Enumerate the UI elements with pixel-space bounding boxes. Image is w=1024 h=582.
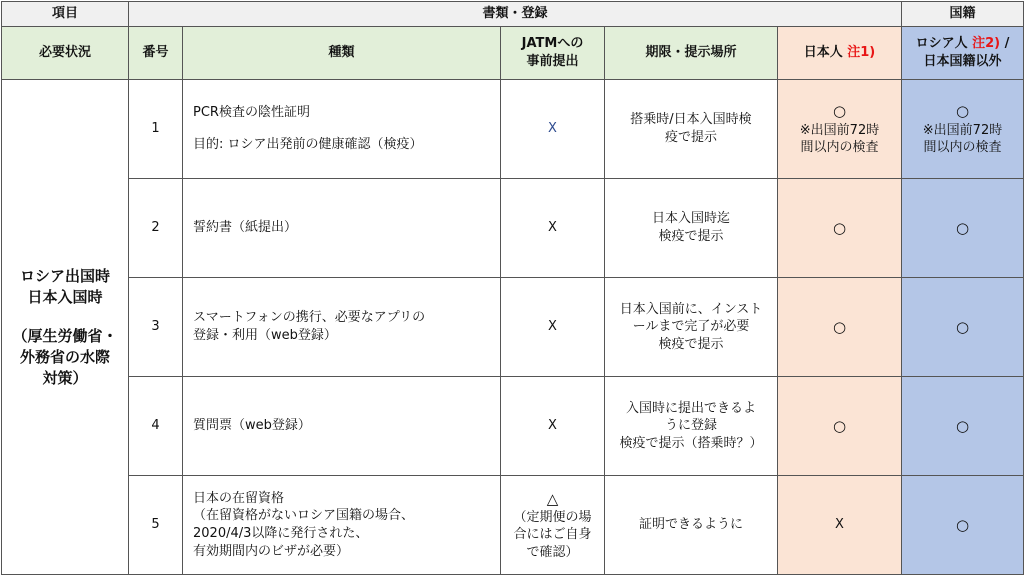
- deadline-cell: [605, 278, 778, 377]
- table-row: [2, 278, 1024, 377]
- situation-line: （厚生労働省・: [12, 326, 118, 345]
- deadline-line: 日本入国時迄: [651, 211, 730, 227]
- deadline-cell: [605, 80, 778, 179]
- document-type-line: 質問票（web登録）: [193, 418, 311, 434]
- japanese-cell: ○: [778, 179, 902, 278]
- table-row: [2, 179, 1024, 278]
- header-jatm-line2: 事前提出: [526, 54, 579, 69]
- header-jatm-line1: JATMへの: [521, 36, 584, 52]
- japanese-cell: X: [778, 476, 902, 575]
- row-number: 4: [129, 377, 183, 476]
- russian-cell: ○: [902, 179, 1024, 278]
- japanese-note-line: 間以内の検査: [800, 140, 879, 156]
- deadline-line: うに登録: [664, 418, 717, 434]
- header-number: 番号: [129, 27, 183, 80]
- header-japanese: [778, 27, 902, 80]
- russian-note-line: ※出国前72時: [922, 122, 1003, 138]
- header-russian: [902, 27, 1024, 80]
- row-number: 3: [129, 278, 183, 377]
- japanese-note-line: ※出国前72時: [799, 122, 880, 138]
- deadline-line: 証明できるように: [638, 517, 743, 533]
- document-type: [183, 377, 501, 476]
- header-russian-label: ロシア人: [915, 36, 968, 52]
- russian-cell: [902, 80, 1024, 179]
- document-type-line: PCR検査の陰性証明: [193, 105, 310, 121]
- document-type: [183, 278, 501, 377]
- header-documents: 書類・登録: [129, 2, 902, 27]
- japanese-mark: ○: [832, 102, 847, 121]
- header-row-top: [2, 2, 1024, 27]
- document-type-line: 目的: ロシア出発前の健康確認（検疫）: [193, 137, 423, 152]
- situation-cell: [2, 80, 129, 575]
- header-russian-line2: 日本国籍以外: [923, 54, 1002, 69]
- deadline-line: ールまで完了が必要: [632, 319, 750, 335]
- russian-cell: ○: [902, 278, 1024, 377]
- row-number: 5: [129, 476, 183, 575]
- deadline-cell: [605, 476, 778, 575]
- jatm-cell: [501, 476, 605, 575]
- document-type-line: 登録・利用（web登録）: [193, 328, 337, 343]
- jatm-cell: X: [501, 179, 605, 278]
- jatm-note-line: 合にはご自身: [513, 527, 592, 543]
- japanese-cell: ○: [778, 278, 902, 377]
- deadline-cell: [605, 179, 778, 278]
- jatm-cell: X: [501, 278, 605, 377]
- situation-line: 外務省の水際: [19, 347, 110, 366]
- japanese-cell: ○: [778, 377, 902, 476]
- deadline-line: 搭乗時/日本入国時検: [630, 112, 752, 128]
- deadline-cell: [605, 377, 778, 476]
- deadline-line: 疫で提示: [664, 130, 717, 145]
- document-type: [183, 80, 501, 179]
- jatm-note-line: （定期便の場: [513, 509, 592, 525]
- header-japanese-label: 日本人: [803, 45, 843, 61]
- document-type: [183, 179, 501, 278]
- header-japanese-note: 注1): [847, 45, 876, 61]
- document-type-line: 有効期間内のビザが必要）: [193, 543, 350, 559]
- table-row: [2, 377, 1024, 476]
- deadline-line: 検疫で提示（搭乗時？）: [619, 435, 763, 451]
- russian-cell: ○: [902, 377, 1024, 476]
- header-jatm: [501, 27, 605, 80]
- situation-line: 日本入国時: [27, 287, 103, 306]
- jatm-note-line: で確認）: [526, 544, 579, 560]
- russian-mark: ○: [955, 102, 970, 121]
- header-type: 種類: [183, 27, 501, 80]
- document-type-line: 日本の在留資格: [193, 490, 285, 506]
- jatm-mark: △: [546, 489, 559, 508]
- document-type-line: 誓約書（紙提出）: [193, 220, 298, 236]
- header-russian-note: 注2): [972, 36, 1001, 52]
- header-situation: 必要状況: [2, 27, 129, 80]
- situation-line: ロシア出国時: [19, 266, 110, 285]
- russian-cell: ○: [902, 476, 1024, 575]
- deadline-line: 日本入国前に、インスト: [619, 301, 763, 317]
- header-deadline: 期限・提示場所: [605, 27, 778, 80]
- row-number: 1: [129, 80, 183, 179]
- deadline-line: 検疫で提示: [658, 229, 724, 244]
- requirements-table: [1, 1, 1024, 575]
- row-number: 2: [129, 179, 183, 278]
- header-nationality: 国籍: [902, 2, 1024, 27]
- document-type-line: 2020/4/3以降に発行された、: [193, 526, 369, 541]
- header-russian-slash: /: [1004, 36, 1010, 52]
- table-row: [2, 80, 1024, 179]
- japanese-cell: [778, 80, 902, 179]
- jatm-cell: X: [501, 377, 605, 476]
- header-item: 項目: [2, 2, 129, 27]
- document-type: [183, 476, 501, 575]
- russian-note-line: 間以内の検査: [923, 140, 1002, 156]
- document-type-line: （在留資格がないロシア国籍の場合、: [193, 508, 415, 524]
- table-row: [2, 476, 1024, 575]
- header-row-columns: [2, 27, 1024, 80]
- situation-line: 対策）: [42, 368, 88, 387]
- deadline-line: 入国時に提出できるよ: [625, 400, 756, 416]
- deadline-line: 検疫で提示: [658, 336, 724, 352]
- document-type-line: スマートフォンの携行、必要なアプリの: [193, 310, 426, 326]
- jatm-cell: X: [501, 80, 605, 179]
